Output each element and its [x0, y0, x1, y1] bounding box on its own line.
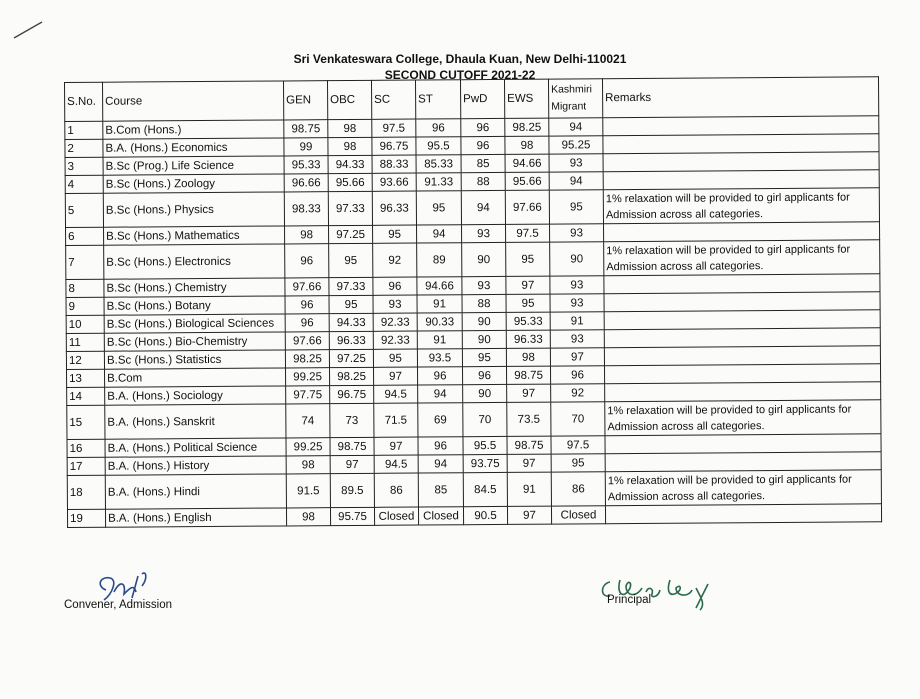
cell-sno: 4 — [65, 175, 103, 193]
cell-sc: 94.5 — [374, 385, 418, 403]
cell-sc: 96.75 — [372, 137, 416, 155]
cell-st: 91 — [417, 331, 462, 349]
cell-remarks: 1% relaxation will be provided to girl applicants for Admission across all categories. — [603, 188, 879, 224]
cell-remarks — [604, 274, 880, 294]
cell-gen: 97.66 — [285, 278, 329, 296]
cell-st: 93.5 — [417, 349, 462, 367]
cell-ews: 97 — [507, 506, 551, 524]
cell-st: 69 — [418, 403, 463, 437]
col-obc: OBC — [327, 80, 371, 119]
cell-course: B.A. (Hons.) Sociology — [105, 386, 286, 405]
cell-km: 93 — [550, 294, 604, 312]
cell-pwd: 84.5 — [463, 472, 507, 506]
cell-gen: 97.66 — [285, 332, 329, 350]
cell-sno: 18 — [67, 475, 105, 509]
cell-obc: 73 — [330, 403, 374, 437]
cell-course: B.Sc (Hons.) Mathematics — [104, 226, 285, 245]
cell-remarks — [604, 310, 880, 330]
college-title: Sri Venkateswara College, Dhaula Kuan, New Delhi-110021 — [293, 52, 627, 66]
cell-obc: 98 — [328, 137, 372, 155]
cell-ews: 97 — [507, 454, 551, 472]
cell-remarks: 1% relaxation will be provided to girl applicants for Admission across all categories. — [605, 470, 881, 506]
cell-gen: 98 — [285, 226, 329, 244]
cell-gen: 95.33 — [284, 156, 328, 174]
cell-sc: 92.33 — [373, 331, 417, 349]
cell-pwd: 93 — [462, 276, 506, 294]
cell-sno: 14 — [67, 387, 105, 405]
cell-remarks — [603, 152, 879, 172]
principal-label: Principal — [607, 594, 652, 606]
cell-sc: 92 — [373, 243, 417, 277]
cell-st: 96 — [418, 437, 463, 455]
cell-gen: 96.66 — [284, 174, 328, 192]
cell-course: B.Sc (Hons.) Statistics — [104, 350, 285, 369]
cell-sno: 10 — [66, 315, 104, 333]
cell-sc: 88.33 — [372, 155, 416, 173]
cell-remarks — [604, 222, 880, 242]
table-header-row — [65, 77, 879, 122]
cell-sc: 95 — [373, 225, 417, 243]
cell-sno: 3 — [65, 157, 103, 175]
cell-km: 97 — [550, 348, 604, 366]
cell-obc: 95 — [329, 243, 373, 277]
cell-obc: 98.25 — [330, 367, 374, 385]
cell-pwd: 93 — [462, 224, 506, 242]
cell-remarks — [605, 504, 881, 524]
col-ews: EWS — [504, 79, 548, 118]
cell-course: B.Com — [105, 368, 286, 387]
col-kashmiri-migrant: Kashmiri Migrant — [548, 79, 602, 118]
cell-sc: 86 — [374, 473, 418, 507]
cell-gen: 98.25 — [285, 350, 329, 368]
cell-gen: 91.5 — [286, 474, 330, 508]
cell-course: B.A. (Hons.) Hindi — [105, 474, 286, 509]
cell-sc: 92.33 — [373, 313, 417, 331]
cell-obc: 97.33 — [328, 191, 372, 225]
col-sc: SC — [371, 80, 415, 119]
cell-km: 95 — [549, 190, 603, 224]
cell-sc: 97 — [373, 367, 417, 385]
cell-pwd: 96 — [461, 136, 505, 154]
cell-obc: 97.33 — [329, 277, 373, 295]
cell-course: B.Sc (Hons.) Botany — [104, 296, 285, 315]
cell-course: B.Sc (Hons.) Physics — [103, 192, 284, 227]
cell-pwd: 95 — [462, 348, 506, 366]
cell-sc: 96.33 — [372, 191, 416, 225]
cell-st: 96 — [416, 119, 461, 137]
cell-sno: 6 — [66, 227, 104, 245]
cell-sc: Closed — [374, 507, 418, 525]
cell-ews: 97 — [507, 384, 551, 402]
cell-st: 91 — [417, 295, 462, 313]
cell-ews: 95.33 — [506, 312, 550, 330]
cell-km: 93 — [550, 276, 604, 294]
cell-obc: 89.5 — [330, 473, 374, 507]
cell-ews: 94.66 — [505, 154, 549, 172]
cell-course: B.Sc (Hons.) Bio-Chemistry — [104, 332, 285, 351]
cell-course: B.A. (Hons.) Economics — [103, 138, 284, 157]
cell-course: B.Sc (Prog.) Life Science — [103, 156, 284, 175]
cell-km: 93 — [550, 330, 604, 348]
cell-obc: 98.75 — [330, 437, 374, 455]
cell-gen: 74 — [286, 404, 330, 438]
col-course: Course — [103, 81, 284, 121]
cell-sc: 97 — [374, 437, 418, 455]
cell-km: 91 — [550, 312, 604, 330]
cell-km: 95 — [551, 454, 605, 472]
cell-sno: 2 — [65, 139, 103, 157]
cell-gen: 99.25 — [286, 438, 330, 456]
cell-km: 94 — [549, 118, 603, 136]
cell-pwd: 96 — [461, 118, 505, 136]
cell-ews: 95.66 — [505, 172, 549, 190]
cell-gen: 96 — [285, 314, 329, 332]
cell-st: 85 — [418, 473, 463, 507]
cell-obc: 96.33 — [329, 331, 373, 349]
cell-km: 96 — [550, 366, 604, 384]
cell-remarks: 1% relaxation will be provided to girl applicants for Admission across all categories. — [605, 400, 881, 436]
cell-km: 94 — [549, 172, 603, 190]
convener-label: Convener, Admission — [64, 599, 173, 611]
cell-ews: 91 — [507, 472, 551, 506]
cell-sno: 5 — [65, 193, 103, 227]
cell-remarks — [605, 452, 881, 472]
cell-course: B.Sc (Hons.) Electronics — [104, 244, 285, 279]
cell-gen: 97.75 — [286, 386, 330, 404]
table-body — [65, 116, 882, 528]
cell-km: 95.25 — [549, 136, 603, 154]
cell-st: 90.33 — [417, 313, 462, 331]
cell-ews: 73.5 — [507, 402, 551, 436]
cell-ews: 97.66 — [505, 190, 549, 224]
cell-obc: 94.33 — [329, 313, 373, 331]
cell-ews: 98 — [505, 136, 549, 154]
cell-remarks — [603, 116, 879, 136]
cell-ews: 97.5 — [506, 224, 550, 242]
col-sno: S.No. — [65, 82, 103, 121]
cell-st: 89 — [417, 243, 462, 277]
col-gen: GEN — [283, 81, 327, 120]
cell-obc: 98 — [328, 119, 372, 137]
cell-course: B.Sc (Hons.) Chemistry — [104, 278, 285, 297]
cell-obc: 96.75 — [330, 385, 374, 403]
table-row — [67, 400, 881, 440]
cell-sc: 96 — [373, 277, 417, 295]
cell-st: 85.33 — [416, 155, 461, 173]
table-row — [66, 240, 880, 280]
cell-remarks — [603, 170, 879, 190]
cell-sno: 8 — [66, 279, 104, 297]
cell-km: 97.5 — [551, 436, 605, 454]
cell-gen: 98 — [286, 508, 330, 526]
cell-sc: 97.5 — [372, 119, 416, 137]
cell-ews: 95 — [506, 294, 550, 312]
cell-pwd: 85 — [461, 154, 505, 172]
cell-km: 86 — [551, 472, 605, 506]
cell-sno: 11 — [66, 333, 104, 351]
cell-km: 93 — [550, 224, 604, 242]
cell-gen: 98.75 — [284, 120, 328, 138]
cell-km: 70 — [551, 402, 605, 436]
cutoff-title: SECOND CUTOFF 2021-22 — [384, 68, 536, 82]
cell-km: 92 — [551, 384, 605, 402]
cell-remarks: 1% relaxation will be provided to girl applicants for Admission across all categories. — [604, 240, 880, 276]
cell-pwd: 90 — [462, 242, 506, 276]
cell-km: 90 — [550, 242, 604, 276]
cutoff-table — [64, 76, 882, 528]
cell-course: B.Com (Hons.) — [103, 120, 284, 139]
cell-course: B.Sc (Hons.) Zoology — [103, 174, 284, 193]
cell-sc: 94.5 — [374, 455, 418, 473]
principal-signature — [596, 570, 726, 614]
cell-course: B.Sc (Hons.) Biological Sciences — [104, 314, 285, 333]
cell-pwd: 96 — [462, 366, 506, 384]
cell-pwd: 90 — [463, 384, 507, 402]
col-remarks: Remarks — [602, 77, 878, 118]
cell-sno: 13 — [67, 369, 105, 387]
cell-ews: 98 — [506, 348, 550, 366]
cell-ews: 98.75 — [506, 366, 550, 384]
cell-obc: 95 — [329, 295, 373, 313]
cell-sc: 93.66 — [372, 173, 416, 191]
cell-ews: 96.33 — [506, 330, 550, 348]
col-pwd: PwD — [460, 79, 504, 118]
cell-obc: 95.66 — [328, 173, 372, 191]
cell-obc: 95.75 — [330, 507, 374, 525]
cell-sno: 12 — [66, 351, 104, 369]
cell-pwd: 93.75 — [463, 454, 507, 472]
cell-obc: 97.25 — [329, 349, 373, 367]
cell-sc: 95 — [373, 349, 417, 367]
cell-sno: 9 — [66, 297, 104, 315]
cell-ews: 98.75 — [507, 436, 551, 454]
cell-km: 93 — [549, 154, 603, 172]
cell-sc: 93 — [373, 295, 417, 313]
cell-remarks — [603, 134, 879, 154]
cell-st: 95.5 — [416, 137, 461, 155]
cell-gen: 98 — [286, 456, 330, 474]
cell-sno: 16 — [67, 439, 105, 457]
cell-remarks — [605, 434, 881, 454]
cell-gen: 99.25 — [286, 368, 330, 386]
cell-pwd: 90.5 — [463, 506, 507, 524]
cell-pwd: 94 — [461, 190, 505, 224]
cell-st: Closed — [418, 507, 463, 525]
cell-gen: 99 — [284, 138, 328, 156]
cell-sno: 7 — [66, 245, 104, 279]
col-st: ST — [415, 80, 460, 119]
cell-sno: 1 — [65, 121, 103, 139]
cell-remarks — [605, 382, 881, 402]
table-row — [65, 188, 879, 228]
cell-sno: 17 — [67, 457, 105, 475]
cell-course: B.A. (Hons.) English — [105, 508, 286, 527]
cell-st: 95 — [416, 191, 461, 225]
cell-pwd: 70 — [463, 402, 507, 436]
cell-st: 94 — [418, 385, 463, 403]
cell-ews: 95 — [506, 242, 550, 276]
pen-mark — [12, 18, 46, 42]
cell-course: B.A. (Hons.) History — [105, 456, 286, 475]
cell-ews: 98.25 — [505, 118, 549, 136]
cell-remarks — [604, 364, 880, 384]
cell-pwd: 90 — [462, 312, 506, 330]
cell-km: Closed — [551, 506, 605, 524]
cell-remarks — [604, 292, 880, 312]
cell-obc: 94.33 — [328, 155, 372, 173]
cell-sno: 15 — [67, 405, 105, 439]
cell-course: B.A. (Hons.) Sanskrit — [105, 404, 286, 439]
cell-st: 94.66 — [417, 277, 462, 295]
cell-st: 96 — [417, 367, 462, 385]
cell-sno: 19 — [67, 509, 105, 527]
cell-gen: 96 — [285, 244, 329, 278]
cell-obc: 97.25 — [329, 225, 373, 243]
table-row — [67, 470, 881, 510]
cell-remarks — [604, 328, 880, 348]
cell-st: 94 — [418, 455, 463, 473]
cell-pwd: 88 — [462, 294, 506, 312]
cell-gen: 96 — [285, 296, 329, 314]
cell-pwd: 95.5 — [463, 436, 507, 454]
cell-pwd: 88 — [461, 172, 505, 190]
cell-sc: 71.5 — [374, 403, 418, 437]
cell-remarks — [604, 346, 880, 366]
cell-course: B.A. (Hons.) Political Science — [105, 438, 286, 457]
cell-ews: 97 — [506, 276, 550, 294]
cell-pwd: 90 — [462, 330, 506, 348]
cell-st: 94 — [417, 225, 462, 243]
cell-obc: 97 — [330, 455, 374, 473]
cell-gen: 98.33 — [284, 192, 328, 226]
cell-st: 91.33 — [416, 173, 461, 191]
